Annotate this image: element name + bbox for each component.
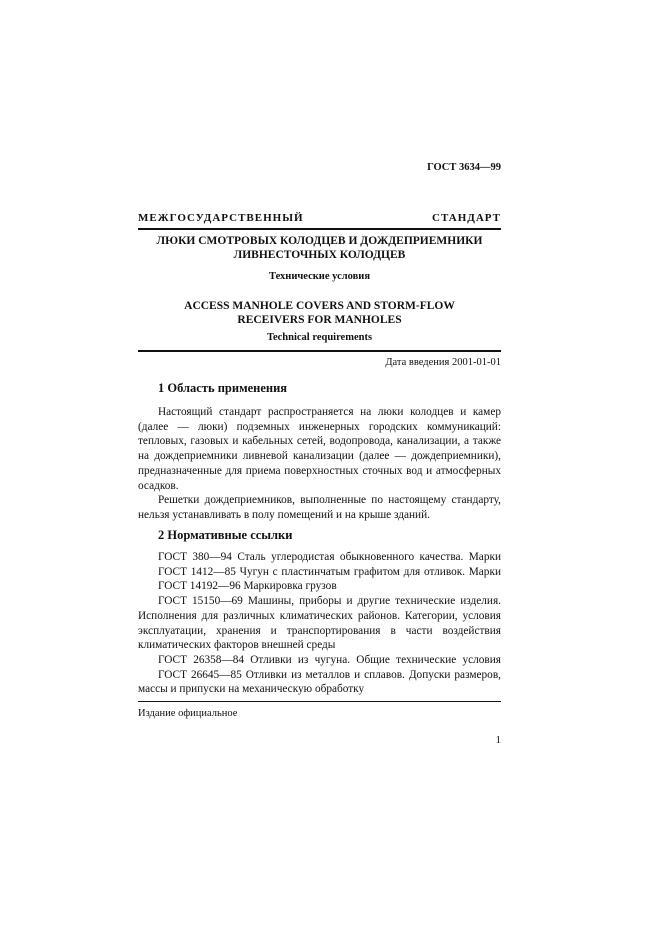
reference-item: ГОСТ 26645—85 Отливки из металлов и сплавов. Допуски размеров, массы и припуски на механическую обработку <box>138 668 501 696</box>
title-ru <box>138 234 501 262</box>
standard-type-heading: МЕЖГОСУДАРСТВЕННЫЙ СТАНДАРТ <box>138 212 501 224</box>
title-ru-line-2: ЛИВНЕСТОЧНЫХ КОЛОДЦЕВ <box>233 249 406 261</box>
reference-item: ГОСТ 14192—96 Маркировка грузов <box>158 580 337 593</box>
section-1-paragraph: Решетки дождеприемников, выполненные по настоящему стандарту, нельзя устанавливать в полу помещений и на крыше зданий. <box>138 494 501 521</box>
reference-item: ГОСТ 26358—84 Отливки из чугуна. Общие технические условия <box>158 653 501 666</box>
header-rule-bottom <box>138 350 501 352</box>
reference-item: ГОСТ 380—94 Сталь углеродистая обыкновенного качества. Марки <box>158 551 501 563</box>
section-1-paragraph: Настоящий стандарт распространяется на люки колодцев и камер (далее — люки) подземных инженерных городских коммуникаций: тепловых, газовых и кабельных сетей, водопровода, канализации, а также на дождеприемники ливневой канализации (далее — дождеприемники), предназначенные для приема поверхностных сточных вод и атмосферных осадков. <box>138 406 501 492</box>
intro-date: Дата введения 2001-01-01 <box>385 357 501 368</box>
section-1-body <box>138 405 501 523</box>
reference-item: ГОСТ 15150—69 Машины, приборы и другие технические изделия. Исполнения для различных климатических районов. Категории, условия эксплуатации, хранения и транспортирования в части воздействия климатических факторов внешней среды <box>138 595 501 652</box>
subtitle-en: Technical requirements <box>266 332 373 343</box>
subtitle-ru: Технические условия <box>268 271 371 282</box>
title-ru-line-1: ЛЮКИ СМОТРОВЫХ КОЛОДЦЕВ И ДОЖДЕПРИЕМНИКИ <box>156 235 483 247</box>
reference-item: ГОСТ 1412—85 Чугун с пластинчатым графитом для отливок. Марки <box>158 565 501 578</box>
doc-number: ГОСТ 3634—99 <box>427 162 501 173</box>
page-number: 1 <box>495 734 501 746</box>
section-1-heading: 1 Область применения <box>158 381 288 395</box>
footer-rule <box>138 701 501 702</box>
header-rule-top <box>138 228 501 230</box>
edition-label: Издание официальное <box>138 708 238 719</box>
title-en-line-2: RECEIVERS FOR MANHOLES <box>237 314 402 326</box>
section-2-body <box>138 550 501 697</box>
title-en-line-1: ACCESS MANHOLE COVERS AND STORM-FLOW <box>184 300 455 312</box>
title-en <box>138 299 501 327</box>
section-2-heading: 2 Нормативные ссылки <box>158 528 293 542</box>
